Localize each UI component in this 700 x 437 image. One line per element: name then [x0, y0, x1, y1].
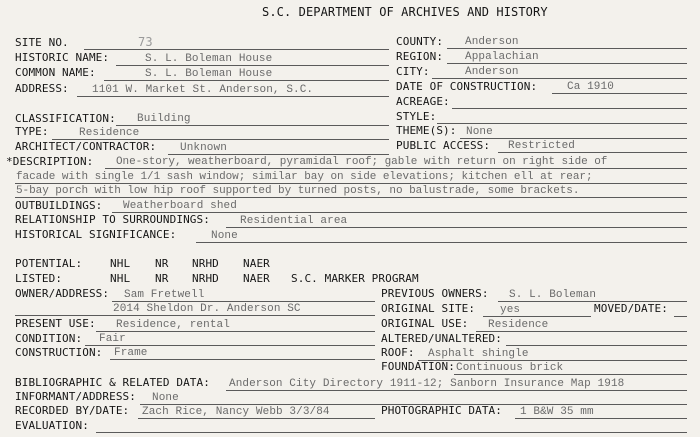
roof-label: ROOF:	[381, 346, 415, 359]
bibliographic-value: Anderson City Directory 1911-12; Sanborn Insurance Map 1918	[229, 378, 625, 390]
historic-name-label: HISTORIC NAME:	[15, 51, 110, 64]
relationship-value: Residential area	[240, 215, 348, 227]
card-header: S.C. DEPARTMENT OF ARCHIVES AND HISTORY	[262, 5, 548, 19]
public-access-value: Restricted	[508, 140, 576, 152]
historic-name-value: S. L. Boleman House	[145, 53, 273, 65]
listed-nr: NR	[155, 272, 169, 285]
date-construction-value: Ca 1910	[567, 81, 614, 93]
present-use-label: PRESENT USE:	[15, 317, 96, 330]
historic-name-line	[116, 65, 389, 66]
construction-value: Frame	[114, 347, 148, 359]
county-value: Anderson	[465, 36, 519, 48]
common-name-value: S. L. Boleman House	[145, 68, 273, 80]
photographic-data-line	[515, 418, 687, 419]
themes-label: THEME(S):	[396, 124, 457, 137]
original-site-label: ORIGINAL SITE:	[381, 302, 476, 315]
city-line	[432, 78, 687, 79]
classification-value: Building	[137, 113, 191, 125]
date-construction-label: DATE OF CONSTRUCTION:	[396, 80, 538, 93]
date-construction-line	[552, 93, 687, 94]
outbuildings-value: Weatherboard shed	[123, 200, 237, 212]
evaluation-label: EVALUATION:	[15, 419, 89, 432]
site-no-value: 73	[138, 35, 153, 49]
bibliographic-label: BIBLIOGRAPHIC & RELATED DATA:	[15, 376, 210, 389]
city-label: CITY:	[396, 65, 430, 78]
site-no-line	[84, 49, 389, 50]
common-name-label: COMMON NAME:	[15, 66, 96, 79]
description-rule-3	[15, 197, 687, 198]
owner-name-line	[112, 301, 375, 302]
photographic-data-label: PHOTOGRAPHIC DATA:	[381, 404, 503, 417]
historical-significance-label: HISTORICAL SIGNIFICANCE:	[15, 228, 177, 241]
foundation-line	[454, 374, 687, 375]
listed-naer: NAER	[243, 272, 270, 285]
description-line-1: One-story, weatherboard, pyramidal roof; gable with return on right side of	[116, 156, 608, 168]
original-use-value: Residence	[488, 319, 549, 331]
bibliographic-line	[226, 390, 687, 391]
moved-date-label: MOVED/DATE:	[594, 302, 668, 315]
original-site-value: yes	[500, 304, 521, 316]
relationship-label: RELATIONSHIP TO SURROUNDINGS:	[15, 213, 210, 226]
construction-label: CONSTRUCTION:	[15, 346, 103, 359]
type-label: TYPE:	[15, 125, 49, 138]
original-use-label: ORIGINAL USE:	[381, 317, 469, 330]
owner-address-label: OWNER/ADDRESS:	[15, 287, 110, 300]
architect-value: Unknown	[180, 142, 227, 154]
address-value: 1101 W. Market St. Anderson, S.C.	[92, 84, 314, 96]
common-name-line	[104, 80, 389, 81]
public-access-line	[498, 152, 687, 153]
architect-label: ARCHITECT/CONTRACTOR:	[15, 140, 157, 153]
roof-line	[418, 360, 687, 361]
county-line	[447, 48, 687, 49]
historical-significance-value: None	[211, 230, 238, 242]
foundation-label: FOUNDATION:	[381, 360, 455, 373]
present-use-line	[96, 331, 375, 332]
style-label: STYLE:	[396, 110, 437, 123]
relationship-line	[226, 227, 687, 228]
original-use-line	[476, 331, 687, 332]
architect-line	[168, 154, 389, 155]
description-line-3: 5-bay porch with low hip roof supported by turned posts, no balustrade, some brackets.	[16, 185, 580, 197]
address-line	[77, 96, 389, 97]
site-no-label: SITE NO.	[15, 36, 69, 49]
owner-address-value: 2014 Sheldon Dr. Anderson SC	[113, 303, 301, 315]
altered-label: ALTERED/UNALTERED:	[381, 332, 503, 345]
potential-nr: NR	[155, 257, 169, 270]
acreage-line	[452, 108, 687, 109]
condition-value: Fair	[99, 333, 126, 345]
style-line	[437, 123, 687, 124]
description-rule-1	[105, 168, 687, 169]
classification-label: CLASSIFICATION:	[15, 112, 116, 125]
listed-label: LISTED:	[15, 272, 63, 285]
region-line	[447, 63, 687, 64]
condition-line	[85, 345, 375, 346]
potential-label: POTENTIAL:	[15, 257, 83, 270]
county-label: COUNTY:	[396, 35, 444, 48]
previous-owners-value: S. L. Boleman	[509, 289, 597, 301]
present-use-value: Residence, rental	[116, 319, 230, 331]
themes-value: None	[466, 126, 493, 138]
potential-nhl: NHL	[110, 257, 131, 270]
type-value: Residence	[79, 127, 140, 139]
address-label: ADDRESS:	[15, 82, 69, 95]
outbuildings-label: OUTBUILDINGS:	[15, 199, 103, 212]
informant-value: None	[152, 392, 179, 404]
roof-value: Asphalt shingle	[428, 348, 529, 360]
region-value: Appalachian	[465, 51, 539, 63]
description-line-2: facade with single 1/1 sash window; similar bay on side elevations; kitchen ell at rear;	[16, 171, 593, 183]
evaluation-line	[96, 432, 687, 433]
description-label: *DESCRIPTION:	[6, 155, 94, 168]
foundation-value: Continuous brick	[456, 362, 564, 374]
condition-label: CONDITION:	[15, 332, 83, 345]
original-site-line	[483, 316, 591, 317]
owner-name-value: Sam Fretwell	[124, 289, 205, 301]
listed-nhl: NHL	[110, 272, 131, 285]
description-rule-2	[15, 183, 687, 184]
moved-date-line	[674, 316, 687, 317]
listed-nrhd: NRHD	[192, 272, 219, 285]
previous-owners-label: PREVIOUS OWNERS:	[381, 287, 489, 300]
photographic-data-value: 1 B&W 35 mm	[520, 406, 594, 418]
recorded-by-line	[138, 418, 375, 419]
recorded-by-value: Zach Rice, Nancy Webb 3/3/84	[142, 406, 330, 418]
public-access-label: PUBLIC ACCESS:	[396, 139, 491, 152]
recorded-by-label: RECORDED BY/DATE:	[15, 404, 130, 417]
acreage-label: ACREAGE:	[396, 95, 450, 108]
city-value: Anderson	[465, 66, 519, 78]
owner-address-line	[15, 315, 375, 316]
classification-line	[116, 125, 389, 126]
historical-significance-line	[196, 242, 687, 243]
themes-line	[460, 138, 687, 139]
region-label: REGION:	[396, 50, 444, 63]
construction-line	[110, 359, 375, 360]
potential-naer: NAER	[243, 257, 270, 270]
listed-sc-marker: S.C. MARKER PROGRAM	[291, 272, 419, 285]
potential-nrhd: NRHD	[192, 257, 219, 270]
altered-line	[506, 345, 687, 346]
informant-label: INFORMANT/ADDRESS:	[15, 390, 137, 403]
